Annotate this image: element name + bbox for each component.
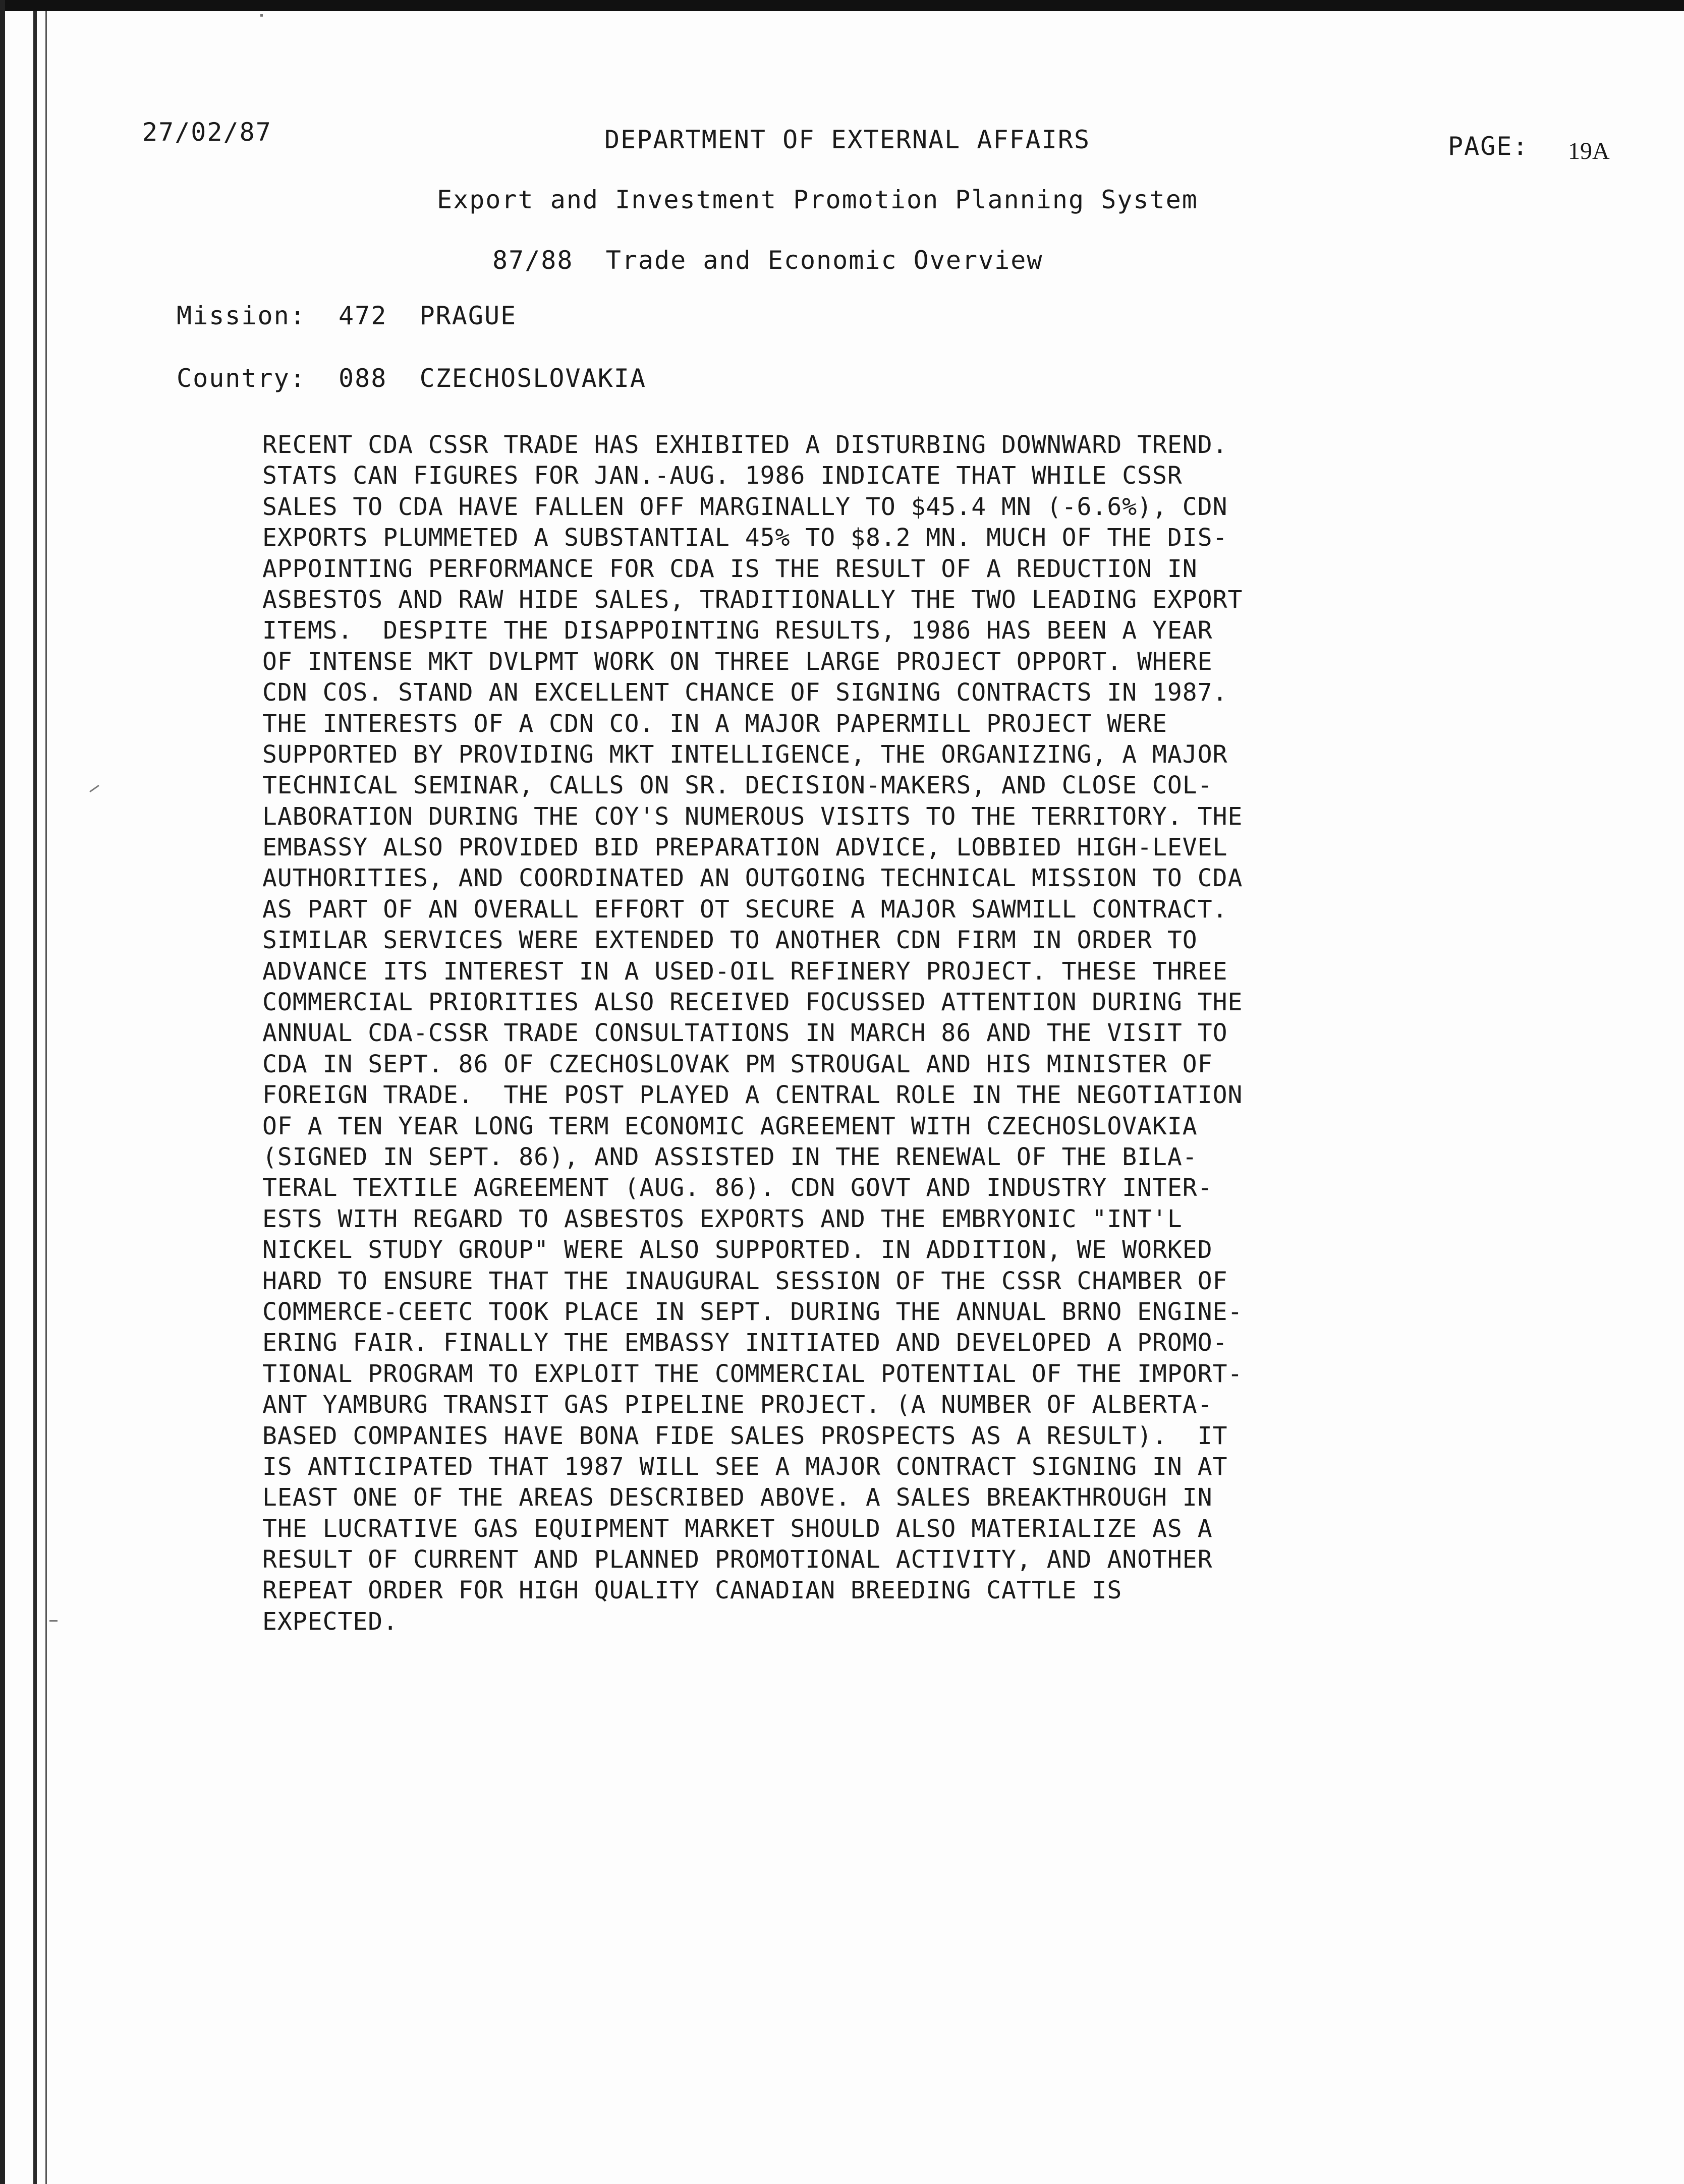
country-label: Country: bbox=[177, 364, 306, 393]
body-line: CDN COS. STAND AN EXCELLENT CHANCE OF SIGNING CONTRACTS IN 1987. bbox=[262, 678, 1228, 707]
body-line: IS ANTICIPATED THAT 1987 WILL SEE A MAJOR CONTRACT SIGNING IN AT bbox=[262, 1452, 1228, 1481]
body-line: SIMILAR SERVICES WERE EXTENDED TO ANOTHER CDN FIRM IN ORDER TO bbox=[262, 926, 1198, 955]
body-line: COMMERCE-CEETC TOOK PLACE IN SEPT. DURING THE ANNUAL BRNO ENGINE- bbox=[262, 1297, 1243, 1326]
overview-body-text bbox=[262, 430, 1473, 1637]
page-label: PAGE: bbox=[1448, 132, 1529, 161]
body-line: SALES TO CDA HAVE FALLEN OFF MARGINALLY TO $45.4 MN (-6.6%), CDN bbox=[262, 492, 1228, 521]
body-line: RESULT OF CURRENT AND PLANNED PROMOTIONAL ACTIVITY, AND ANOTHER bbox=[262, 1545, 1213, 1574]
scan-left-edge bbox=[0, 0, 5, 2184]
body-line: ANNUAL CDA-CSSR TRADE CONSULTATIONS IN MARCH 86 AND THE VISIT TO bbox=[262, 1019, 1228, 1048]
body-line: FOREIGN TRADE. THE POST PLAYED A CENTRAL ROLE IN THE NEGOTIATION bbox=[262, 1081, 1243, 1110]
mission-name: PRAGUE bbox=[419, 301, 517, 330]
scan-mark bbox=[89, 785, 99, 792]
body-line: HARD TO ENSURE THAT THE INAUGURAL SESSION OF THE CSSR CHAMBER OF bbox=[262, 1267, 1228, 1295]
body-line: ADVANCE ITS INTEREST IN A USED-OIL REFINERY PROJECT. THESE THREE bbox=[262, 957, 1228, 986]
body-line: ASBESTOS AND RAW HIDE SALES, TRADITIONALLY THE TWO LEADING EXPORT bbox=[262, 585, 1243, 614]
overview-title: 87/88 Trade and Economic Overview bbox=[492, 246, 1043, 275]
body-line: ANT YAMBURG TRANSIT GAS PIPELINE PROJECT. (A NUMBER OF ALBERTA- bbox=[262, 1391, 1213, 1419]
body-line: AS PART OF AN OVERALL EFFORT OT SECURE A MAJOR SAWMILL CONTRACT. bbox=[262, 895, 1228, 924]
body-line: TERAL TEXTILE AGREEMENT (AUG. 86). CDN GOVT AND INDUSTRY INTER- bbox=[262, 1174, 1213, 1202]
body-line: OF INTENSE MKT DVLPMT WORK ON THREE LARGE PROJECT OPPORT. WHERE bbox=[262, 647, 1213, 676]
body-line: APPOINTING PERFORMANCE FOR CDA IS THE RESULT OF A REDUCTION IN bbox=[262, 554, 1198, 583]
body-line: ITEMS. DESPITE THE DISAPPOINTING RESULTS, 1986 HAS BEEN A YEAR bbox=[262, 616, 1213, 645]
body-line: ERING FAIR. FINALLY THE EMBASSY INITIATED AND DEVELOPED A PROMO- bbox=[262, 1329, 1228, 1357]
body-line: AUTHORITIES, AND COORDINATED AN OUTGOING TECHNICAL MISSION TO CDA bbox=[262, 864, 1243, 893]
country-name: CZECHOSLOVAKIA bbox=[419, 364, 647, 393]
body-line: TIONAL PROGRAM TO EXPLOIT THE COMMERCIAL POTENTIAL OF THE IMPORT- bbox=[262, 1359, 1243, 1388]
body-line: EXPECTED. bbox=[262, 1607, 399, 1636]
scan-top-edge bbox=[0, 0, 1684, 11]
country-line bbox=[177, 363, 646, 393]
body-line: TECHNICAL SEMINAR, CALLS ON SR. DECISION-MAKERS, AND CLOSE COL- bbox=[262, 771, 1213, 800]
mission-code: 472 bbox=[339, 301, 387, 330]
body-line: (SIGNED IN SEPT. 86), AND ASSISTED IN THE RENEWAL OF THE BILA- bbox=[262, 1142, 1198, 1171]
body-line: THE LUCRATIVE GAS EQUIPMENT MARKET SHOULD ALSO MATERIALIZE AS A bbox=[262, 1514, 1213, 1543]
body-line: NICKEL STUDY GROUP" WERE ALSO SUPPORTED. IN ADDITION, WE WORKED bbox=[262, 1236, 1213, 1265]
body-line: BASED COMPANIES HAVE BONA FIDE SALES PROSPECTS AS A RESULT). IT bbox=[262, 1421, 1228, 1450]
country-code: 088 bbox=[339, 364, 387, 393]
body-line: RECENT CDA CSSR TRADE HAS EXHIBITED A DISTURBING DOWNWARD TREND. bbox=[262, 431, 1228, 459]
department-heading: DEPARTMENT OF EXTERNAL AFFAIRS bbox=[604, 125, 1091, 154]
body-line: EXPORTS PLUMMETED A SUBSTANTIAL 45% TO $8.2 MN. MUCH OF THE DIS- bbox=[262, 524, 1228, 552]
body-line: LABORATION DURING THE COY'S NUMEROUS VISITS TO THE TERRITORY. THE bbox=[262, 802, 1243, 831]
body-line: EMBASSY ALSO PROVIDED BID PREPARATION ADVICE, LOBBIED HIGH-LEVEL bbox=[262, 833, 1228, 862]
binding-line bbox=[33, 11, 37, 2184]
scan-mark bbox=[260, 14, 263, 17]
mission-label: Mission: bbox=[177, 301, 306, 330]
body-line: STATS CAN FIGURES FOR JAN.-AUG. 1986 INDICATE THAT WHILE CSSR bbox=[262, 462, 1183, 490]
body-line: OF A TEN YEAR LONG TERM ECONOMIC AGREEMENT WITH CZECHOSLOVAKIA bbox=[262, 1112, 1198, 1140]
page-number: 19A bbox=[1568, 138, 1610, 164]
body-line: CDA IN SEPT. 86 OF CZECHOSLOVAK PM STROUGAL AND HIS MINISTER OF bbox=[262, 1050, 1213, 1078]
body-line: THE INTERESTS OF A CDN CO. IN A MAJOR PAPERMILL PROJECT WERE bbox=[262, 709, 1167, 738]
body-line: ESTS WITH REGARD TO ASBESTOS EXPORTS AND THE EMBRYONIC "INT'L bbox=[262, 1204, 1183, 1233]
document-date: 27/02/87 bbox=[142, 118, 272, 147]
mission-line bbox=[177, 301, 517, 331]
body-line: SUPPORTED BY PROVIDING MKT INTELLIGENCE, THE ORGANIZING, A MAJOR bbox=[262, 740, 1228, 769]
scan-mark bbox=[49, 1620, 58, 1622]
body-line: COMMERCIAL PRIORITIES ALSO RECEIVED FOCUSSED ATTENTION DURING THE bbox=[262, 988, 1243, 1017]
system-title: Export and Investment Promotion Planning System bbox=[437, 185, 1198, 214]
body-line: LEAST ONE OF THE AREAS DESCRIBED ABOVE. A SALES BREAKTHROUGH IN bbox=[262, 1483, 1213, 1512]
binding-line-thin bbox=[45, 11, 47, 2184]
body-line: REPEAT ORDER FOR HIGH QUALITY CANADIAN BREEDING CATTLE IS bbox=[262, 1576, 1122, 1605]
